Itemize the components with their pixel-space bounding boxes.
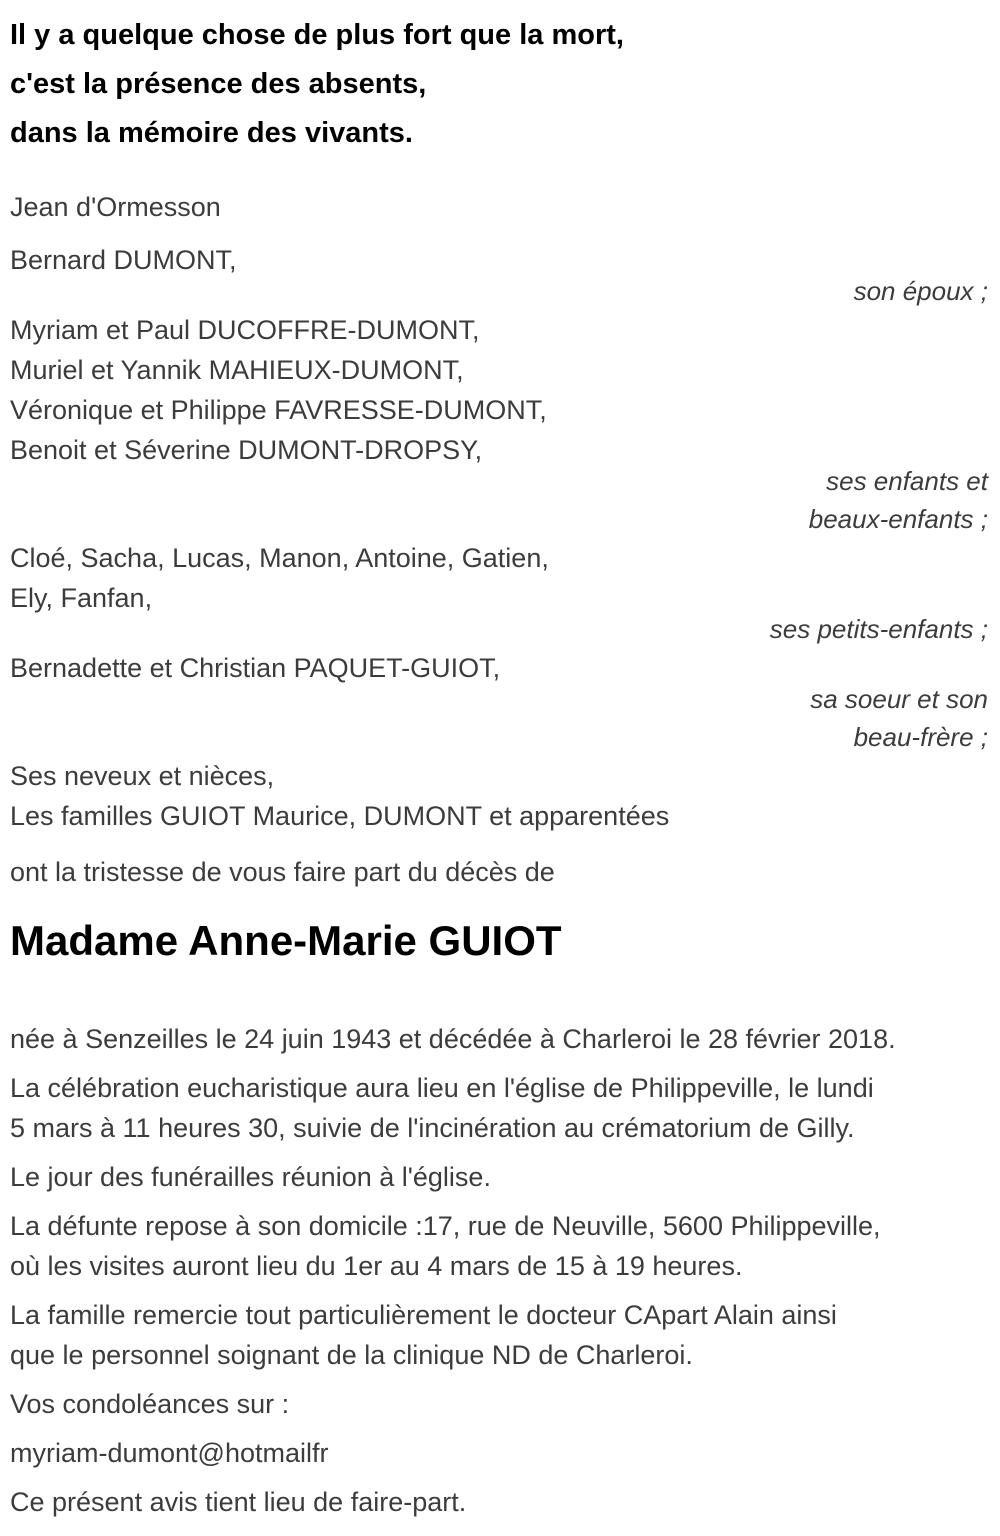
paragraph-line: que le personnel soignant de la clinique ND de Charleroi.: [10, 1340, 693, 1370]
paragraph-line: née à Senzeilles le 24 juin 1943 et décédée à Charleroi le 28 février 2018.: [10, 1024, 896, 1054]
name-line: Cloé, Sacha, Lucas, Manon, Antoine, Gatien,: [10, 543, 549, 573]
family-group-extended: [10, 756, 988, 836]
email-text: myriam-dumont@hotmailfr: [10, 1438, 329, 1468]
paragraph-line: Ce présent avis tient lieu de faire-part.: [10, 1487, 467, 1517]
paragraph-condolences: [10, 1384, 988, 1424]
condolence-email: [10, 1433, 988, 1473]
name-line: Muriel et Yannik MAHIEUX-DUMONT,: [10, 355, 464, 385]
paragraph-line: Le jour des funérailles réunion à l'église.: [10, 1162, 491, 1192]
paragraph-line: La défunte repose à son domicile :17, rue de Neuville, 5600 Philippeville,: [10, 1211, 881, 1241]
name-line: Bernard DUMONT,: [10, 245, 237, 275]
quote-author: Jean d'Ormesson: [10, 192, 221, 222]
relation-line: son époux ;: [853, 276, 988, 306]
paragraph-line: 5 mars à 11 heures 30, suivie de l'incinération au crématorium de Gilly.: [10, 1113, 855, 1143]
name-line: Ses neveux et nièces,: [10, 761, 275, 791]
name-line: Myriam et Paul DUCOFFRE-DUMONT,: [10, 315, 480, 345]
relation-label: [10, 462, 988, 538]
family-list: [10, 240, 988, 836]
paragraph-thanks: [10, 1295, 988, 1375]
paragraph-ceremony: [10, 1068, 988, 1148]
quote-line: c'est la présence des absents,: [10, 68, 427, 100]
paragraph-notice: [10, 1482, 988, 1522]
paragraph-birth-death: [10, 1019, 988, 1059]
name-line: Les familles GUIOT Maurice, DUMONT et apparentées: [10, 801, 670, 831]
deceased-name-heading: Madame Anne-Marie GUIOT: [10, 917, 562, 964]
name-line: Bernadette et Christian PAQUET-GUIOT,: [10, 653, 501, 683]
quote-line: dans la mémoire des vivants.: [10, 117, 413, 149]
family-group-sister: [10, 648, 988, 756]
opening-quote: [10, 11, 988, 158]
relation-line: ses petits-enfants ;: [769, 614, 988, 644]
relation-label: [10, 610, 988, 648]
paragraph-line: La famille remercie tout particulièrement le docteur CApart Alain ainsi: [10, 1300, 837, 1330]
paragraph-visits: [10, 1206, 988, 1286]
announcement-intro: ont la tristesse de vous faire part du décès de: [10, 857, 555, 887]
paragraph-line: La célébration eucharistique aura lieu en l'église de Philippeville, le lundi: [10, 1073, 874, 1103]
paragraph-line: où les visites auront lieu du 1er au 4 mars de 15 à 19 heures.: [10, 1251, 743, 1281]
relation-line: beaux-enfants ;: [808, 504, 988, 534]
family-group-grandchildren: [10, 538, 988, 648]
relation-line: sa soeur et son: [810, 684, 988, 714]
quote-line: Il y a quelque chose de plus fort que la mort,: [10, 19, 624, 51]
family-group-children: [10, 310, 988, 538]
name-line: Ely, Fanfan,: [10, 583, 153, 613]
relation-line: beau-frère ;: [853, 722, 988, 752]
paragraph-reunion: [10, 1157, 988, 1197]
ceremony-details: [10, 1019, 988, 1522]
paragraph-line: Vos condoléances sur :: [10, 1389, 290, 1419]
name-line: Véronique et Philippe FAVRESSE-DUMONT,: [10, 395, 547, 425]
relation-label: [10, 680, 988, 756]
relation-line: ses enfants et: [826, 466, 988, 496]
family-group-spouse: [10, 240, 988, 310]
name-line: Benoit et Séverine DUMONT-DROPSY,: [10, 435, 483, 465]
